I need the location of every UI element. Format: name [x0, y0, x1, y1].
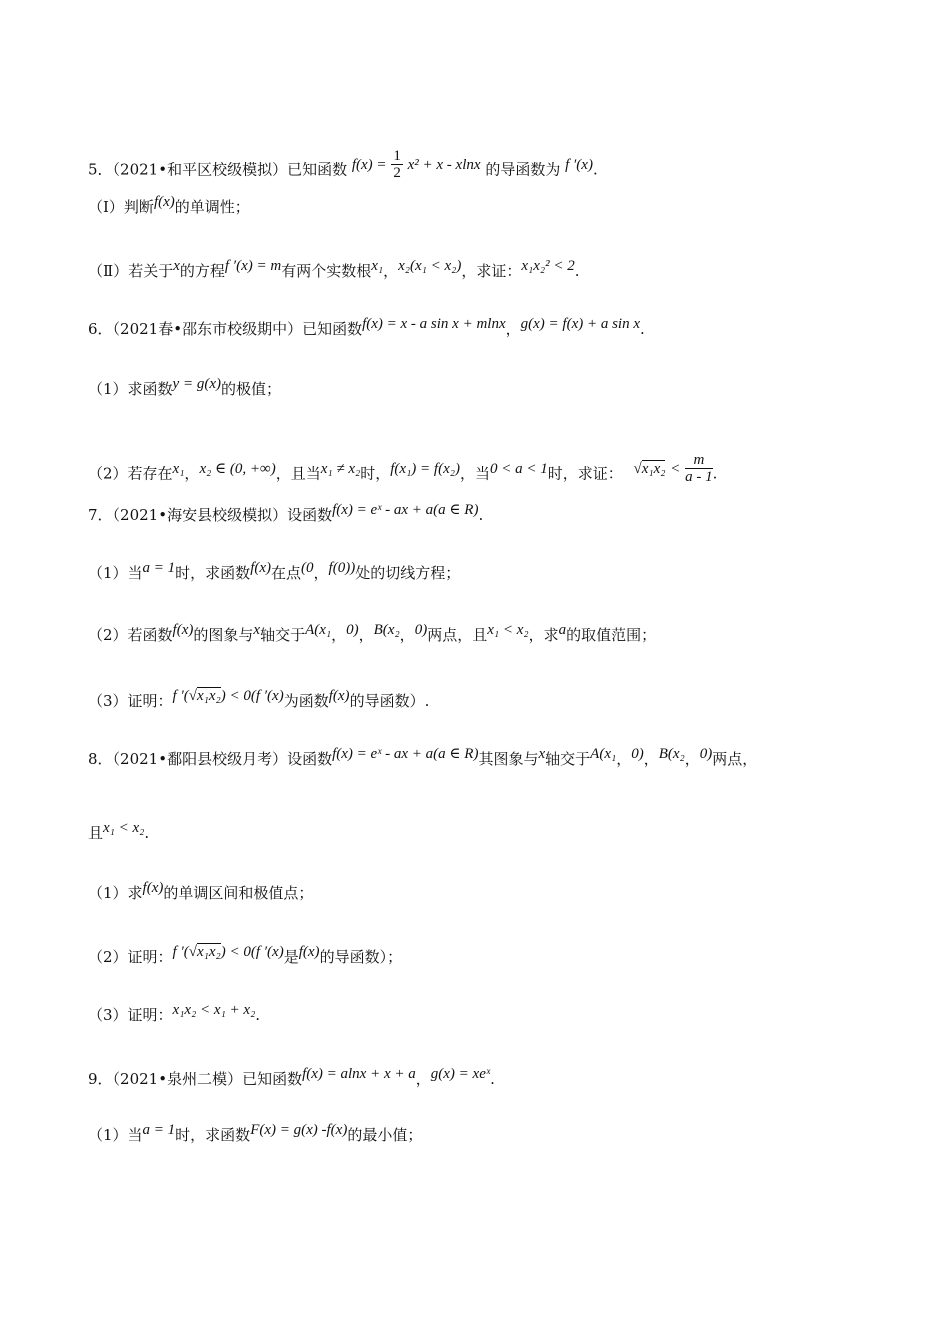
math: y = g(x): [172, 376, 221, 392]
math: x₁ < x₂: [103, 820, 145, 836]
sqrt-content: x₁x₂: [196, 688, 221, 704]
problem-5-part-1: [88, 196, 250, 217]
text: ，: [616, 750, 632, 768]
math: x₁: [371, 258, 384, 274]
math: f(x): [298, 944, 320, 960]
text: ，求: [528, 626, 559, 644]
text: （Ⅰ）判断: [88, 198, 154, 216]
sqrt: √x₁x₂: [188, 688, 221, 704]
text: （Ⅱ）若关于: [88, 262, 174, 280]
math: x₁ < x₂: [487, 622, 529, 638]
text: （2）证明：: [88, 948, 173, 966]
text: ，: [184, 464, 200, 483]
period: .: [574, 262, 580, 280]
math: x₁: [172, 460, 185, 477]
math: f ′(: [172, 944, 189, 960]
problem-8-part-3: [88, 1004, 260, 1025]
math: f(x) = eˣ - ax + a(a ∈ R): [332, 746, 479, 762]
text: 轴交于: [260, 626, 306, 644]
text: 的单调区间和极值点；: [163, 884, 314, 902]
math: a = 1: [142, 560, 176, 576]
text: ，: [313, 564, 329, 582]
math: x: [253, 622, 261, 638]
text: （1）求: [88, 884, 143, 902]
math: x₁x₂² < 2: [521, 258, 575, 274]
math: f(x): [328, 688, 350, 704]
math: f(x) = x - a sin x + mlnx: [362, 316, 506, 332]
fraction: [685, 452, 713, 485]
text: 时，求函数: [175, 1126, 251, 1144]
text: ，: [331, 626, 347, 644]
math: g(x) = xeˣ: [430, 1066, 491, 1082]
text: ，: [399, 626, 415, 644]
frac-num: m: [685, 452, 713, 469]
problem-5-text: 5．（2021•和平区校级模拟）已知函数: [88, 160, 348, 179]
problem-6-stem: [88, 318, 645, 339]
text: 且: [88, 824, 104, 842]
problem-6-text: 6．（2021春•邵东市校级期中）已知函数: [88, 320, 363, 338]
text: ，: [358, 626, 374, 644]
text: 的图象与: [193, 626, 254, 644]
problem-5-stem: [88, 148, 598, 187]
text: （2）若函数: [88, 626, 173, 644]
text: 的取值范围；: [566, 626, 657, 644]
period: .: [490, 1070, 495, 1088]
period: .: [144, 824, 150, 842]
text: （3）证明：: [88, 692, 173, 710]
text: 两点，且: [427, 626, 488, 644]
math: x₁ ≠ x₂: [320, 460, 361, 477]
math: ) < 0(: [220, 688, 256, 704]
math: f ′(x): [255, 688, 284, 704]
problem-8-continuation: [88, 822, 149, 843]
math: f(x) = eˣ - ax + a(a ∈ R): [332, 502, 479, 518]
math: B(x₂: [658, 746, 685, 762]
math: f(0)): [328, 560, 356, 576]
text: ，求证：: [461, 262, 522, 280]
math: 0): [631, 746, 644, 762]
text: 的导函数）；: [319, 948, 403, 966]
problem-7-part-3: [88, 690, 429, 711]
math: a: [558, 622, 567, 638]
math: f(x): [326, 1122, 348, 1138]
period: .: [478, 506, 484, 524]
math: (0: [301, 560, 314, 576]
problem-8-stem: [88, 748, 757, 769]
math: f(x₁) = f(x₂): [390, 460, 460, 477]
math: x₁x₂ < x₁ + x₂: [172, 1002, 256, 1018]
math: x₂ ∈ (0, +∞): [199, 460, 276, 477]
text: 处的切线方程；: [355, 564, 461, 582]
text: 轴交于: [545, 750, 591, 768]
math: 0): [699, 746, 713, 762]
math: x₂(x₁ < x₂): [398, 258, 462, 274]
math: f(x): [142, 880, 164, 896]
math: g(x) = f(x) + a sin x: [520, 316, 641, 332]
math-f-rest: x² + x - xlnx: [407, 156, 481, 173]
problem-8-part-1: [88, 882, 313, 903]
text: 是: [283, 948, 299, 966]
math: f ′(x): [255, 944, 284, 960]
text: 在点: [271, 564, 302, 582]
sqrt-content: x₁x₂: [641, 460, 666, 477]
math: <: [670, 460, 681, 477]
period: .: [255, 1006, 261, 1024]
period: .: [640, 320, 645, 338]
problem-5-part-2: [88, 260, 580, 281]
problem-9-part-1: [88, 1124, 422, 1145]
math-f-lhs: f(x) =: [351, 156, 387, 173]
math: f ′(x) = m: [224, 258, 282, 274]
problem-8-text: 8．（2021•鄱阳县校级月考）设函数: [88, 750, 333, 768]
text: ，: [505, 320, 521, 338]
text: 其图象与: [478, 750, 539, 768]
frac-den: a - 1: [685, 469, 713, 485]
math: x: [538, 746, 546, 762]
math: f(x): [250, 560, 272, 576]
text: ，: [684, 750, 700, 768]
math: 0): [414, 622, 428, 638]
sqrt: √x₁x₂: [188, 944, 221, 960]
fraction: [391, 148, 403, 181]
text: 有两个实数根: [281, 262, 372, 280]
text: （1）求函数: [88, 380, 173, 398]
text: ，且当: [275, 464, 321, 483]
text: 的极值；: [220, 380, 281, 398]
problem-7-part-2: [88, 624, 656, 645]
math: f(x): [172, 622, 194, 638]
problem-6-part-2: [88, 452, 718, 491]
math: f(x) = alnx + x + a: [302, 1066, 416, 1082]
problem-7-part-1: [88, 562, 460, 583]
text: 的单调性；: [174, 198, 250, 216]
text: （3）证明：: [88, 1006, 173, 1024]
math-fprime: f ′(x): [565, 156, 593, 173]
math: ) < 0(: [220, 944, 256, 960]
problem-7-stem: [88, 504, 483, 525]
math: B(x₂: [373, 622, 400, 638]
text: 的导函数）.: [349, 692, 430, 710]
math: x: [173, 258, 180, 274]
math: f(x): [153, 194, 175, 210]
text: 为函数: [283, 692, 329, 710]
problem-6-part-1: [88, 378, 281, 399]
problem-9-text: 9．（2021•泉州二模）已知函数: [88, 1070, 303, 1088]
text: 的导函数为: [485, 160, 561, 179]
text: ，: [643, 750, 659, 768]
text: 时，求证：: [547, 464, 623, 483]
text: ，: [415, 1070, 431, 1088]
text: （1）当: [88, 1126, 143, 1144]
math: A(x₁: [590, 746, 617, 762]
sqrt: √x₁x₂: [633, 460, 666, 477]
text: 的方程: [179, 262, 225, 280]
text: 时，求函数: [175, 564, 251, 582]
text: 时，: [360, 464, 391, 483]
text: （1）当: [88, 564, 143, 582]
problem-7-text: 7．（2021•海安县校级模拟）设函数: [88, 506, 333, 524]
text: 的最小值；: [347, 1126, 423, 1144]
problem-9-stem: [88, 1068, 495, 1089]
math: a = 1: [142, 1122, 176, 1138]
math: F(x) = g(x) -: [250, 1122, 327, 1138]
text: ，: [383, 262, 399, 280]
math: A(x₁: [305, 622, 332, 638]
frac-den: 2: [393, 165, 401, 181]
text: 两点，: [712, 750, 758, 768]
period: .: [712, 464, 718, 483]
text: （2）若存在: [88, 464, 173, 483]
period: .: [592, 160, 598, 179]
problem-8-part-2: [88, 946, 402, 967]
frac-num: 1: [393, 148, 401, 164]
text: ，当: [459, 464, 490, 483]
sqrt-content: x₁x₂: [196, 944, 221, 960]
math: 0 < a < 1: [489, 460, 548, 477]
math: f ′(: [172, 688, 189, 704]
math: 0): [346, 622, 359, 638]
